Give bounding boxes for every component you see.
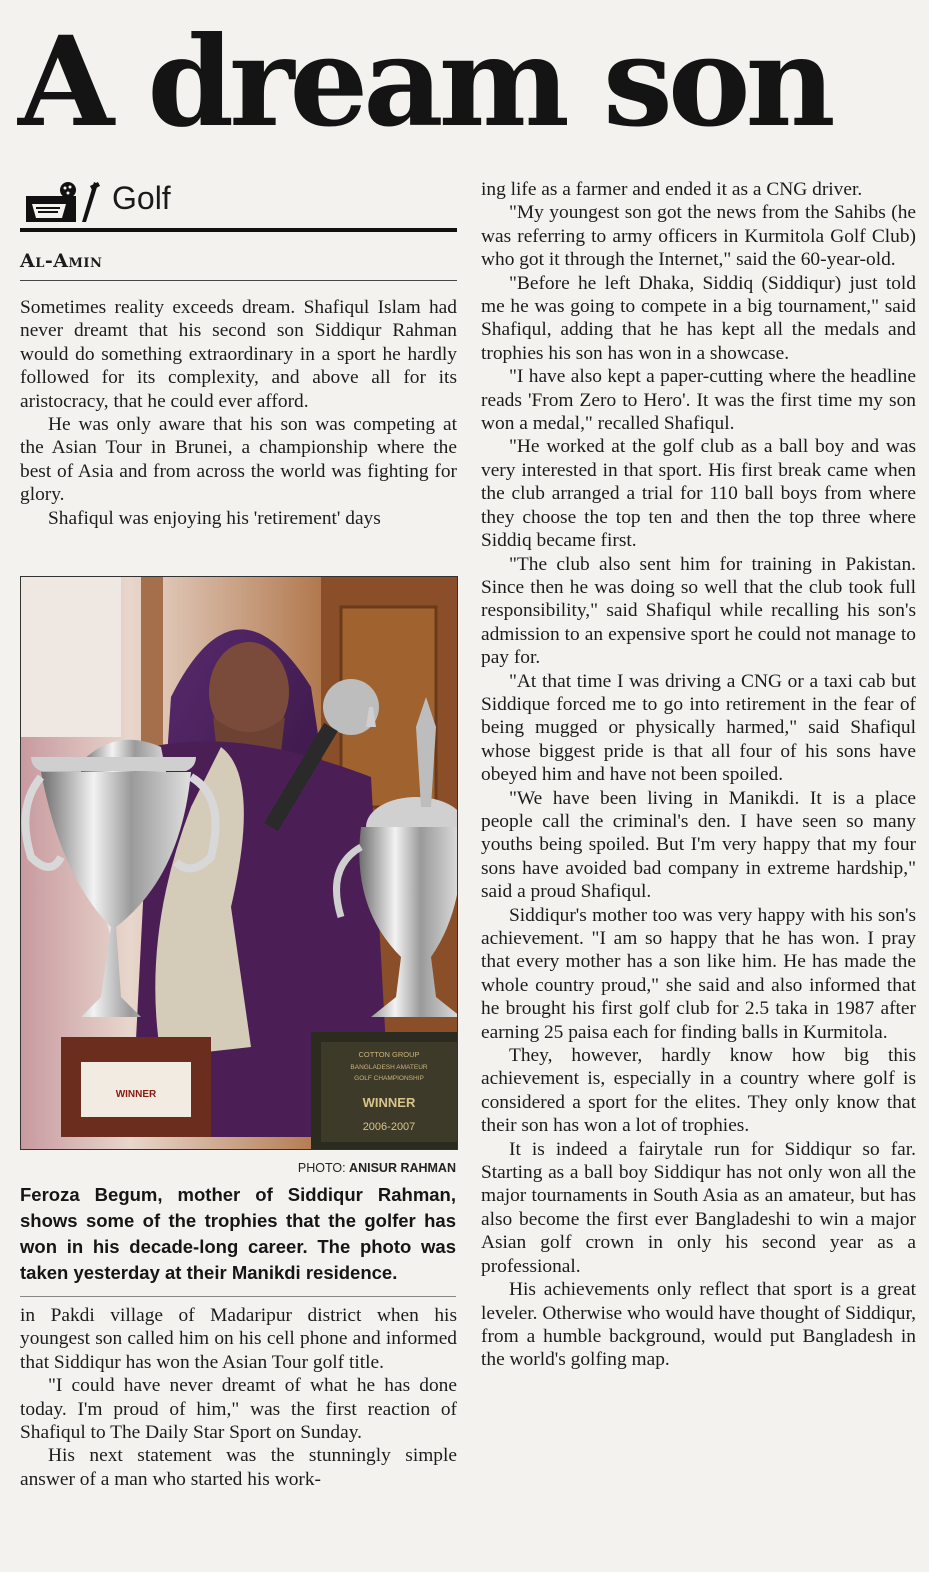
paragraph: ing life as a farmer and ended it as a CNG driver.	[481, 179, 863, 200]
paragraph: "He worked at the golf club as a ball boy and was very interested in that sport. His first break came when the club arranged a trial for 110 ball boys from where they choose the top ten and then the top three where Siddiq became first.	[481, 436, 916, 552]
paragraph: in Pakdi village of Madaripur district when his youngest son called him on his cell phone and informed that Siddiqur has won the Asian Tour golf title.	[20, 1305, 457, 1373]
paragraph: "I have also kept a paper-cutting where the headline reads 'From Zero to Hero'. It was the first time my son won a medal," recalled Shafiqul.	[481, 366, 916, 435]
paragraph: He was only aware that his son was competing at the Asian Tour in Brunei, a championship where the best of Asia and from across the world was fighting for glory.	[20, 414, 457, 506]
left-plaque-title: WINNER	[115, 1089, 157, 1100]
section-label: Golf	[112, 180, 171, 216]
photo-credit-prefix: PHOTO:	[297, 1161, 346, 1175]
paragraph: Shafiqul was enjoying his 'retirement' days	[48, 507, 381, 529]
paragraph: "My youngest son got the news from the Sahibs (he was referring to army officers in Kurmitola Golf Club) who got it through the Internet," said the 60-year-old.	[481, 202, 916, 271]
paragraph: Sometimes reality exceeds dream. Shafiqul Islam had never dreamt that his second son Siddiqur Rahman would do something extraordinary in a sport he hardly followed for its complexity, and above all for its aristocracy, that he could ever afford.	[20, 297, 457, 412]
byline: Al-Amin	[20, 250, 457, 281]
caption-divider	[20, 1296, 456, 1297]
column-1-top	[20, 296, 457, 530]
photo-caption: Feroza Begum, mother of Siddiqur Rahman, shows some of the trophies that the golfer has won in his decade-long career. The photo was taken yesterday at their Manikdi residence.	[20, 1184, 456, 1283]
headline: A dream son	[18, 10, 831, 155]
golf-icon	[24, 178, 100, 224]
paragraph: Siddiqur's mother too was very happy with his son's achievement. "I am so happy that he has won. I pray that every mother has a son like him. He has made the whole country proud," she said and also informed that he brought his first golf club for 2.5 taka in 1987 after earning 25 paisa each for finding balls in Kurmitola.	[481, 904, 916, 1043]
trophy-photo	[20, 576, 458, 1150]
right-plaque-line-2: BANGLADESH AMATEUR	[350, 1064, 428, 1071]
paragraph: "Before he left Dhaka, Siddiq (Siddiqur) just told me he was going to compete in a big tournament," said Shafiqul, adding that he has kept all the medals and trophies his son has won in a showcase.	[481, 272, 916, 364]
photo-credit	[20, 1161, 456, 1175]
column-1-bottom	[20, 1304, 457, 1491]
right-plaque-year: 2006-2007	[362, 1121, 416, 1133]
right-plaque-line-3: GOLF CHAMPIONSHIP	[354, 1075, 424, 1082]
paragraph: "At that time I was driving a CNG or a taxi cab but Siddique forced me to go into retirement in the fear of being mugged or physically harmed," said Shafiqul whose biggest pride is that all four of his sons have obeyed him and have not been spoiled.	[481, 670, 916, 786]
photo-credit-name: ANISUR RAHMAN	[349, 1161, 456, 1175]
paragraph: His achievements only reflect that sport is a great leveler. Otherwise who would have thought of Siddiqur, from a humble background, would put Bangladesh in the world's golfing map.	[481, 1279, 916, 1371]
paragraph: "The club also sent him for training in Pakistan. Since then he was doing so well that the club took full responsibility," said Shafiqul while recalling his son's admission to an expensive sport he could not manage to pay for.	[481, 553, 916, 669]
paragraph: "We have been living in Manikdi. It is a place people call the criminal's den. I have seen so many youths being spoiled. But I'm very happy that my four sons have avoided bad company in extreme hardship," said a proud Shafiqul.	[481, 787, 916, 903]
paragraph: "I could have never dreamt of what he has done today. I'm proud of him," was the first reaction of Shafiqul to The Daily Star Sport on Sunday.	[20, 1375, 457, 1444]
column-2	[481, 178, 916, 1372]
paragraph: It is indeed a fairytale run for Siddiqur so far. Starting as a ball boy Siddiqur has not only won all the major tournaments in South Asia as an amateur, but has also become the first ever Bangladeshi to win a major Asian golf crown in only his second year as a professional.	[481, 1138, 916, 1277]
right-plaque-line-1: COTTON GROUP	[358, 1050, 420, 1059]
section-header	[20, 176, 457, 232]
right-plaque-title: WINNER	[362, 1095, 416, 1110]
paragraph: His next statement was the stunningly simple answer of a man who started his work-	[20, 1445, 457, 1490]
paragraph: They, however, hardly know how big this achievement is, especially in a country where golf is considered a sport for the elites. They only know that their son has won a lot of trophies.	[481, 1045, 916, 1137]
